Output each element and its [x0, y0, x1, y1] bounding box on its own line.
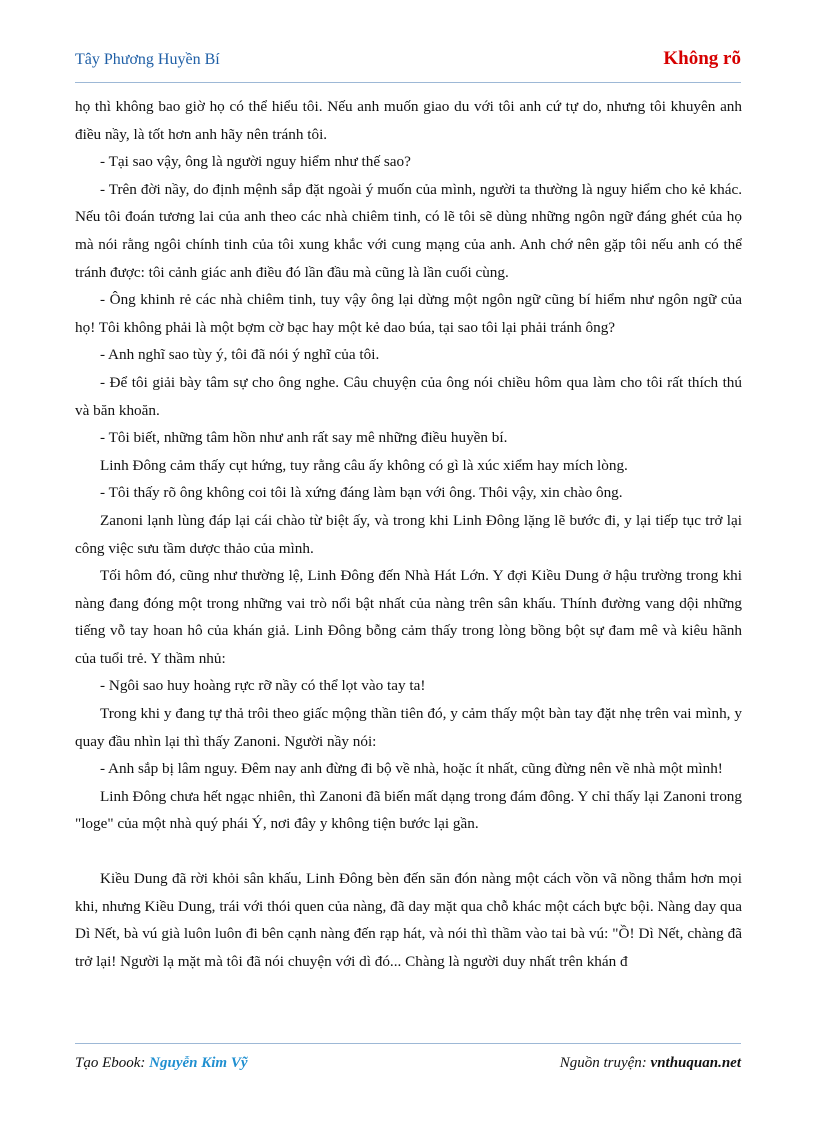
paragraph: - Ngôi sao huy hoàng rực rỡ nầy có thể lọt vào tay ta! [100, 677, 426, 695]
paragraph: - Tại sao vậy, ông là người nguy hiểm như thế sao? [100, 153, 411, 171]
ebook-creator-name: Nguyễn Kim Vỹ [149, 1055, 248, 1071]
source-label: Nguồn truyện [559, 1055, 642, 1071]
paragraph: - Trên đời nầy, do định mệnh sắp đặt ngoài ý muốn của mình, người ta thường là nguy hiểm cho kẻ khác. Nếu tôi đoán tương lai của anh theo các nhà chiêm tinh, có lẽ tôi sẽ dùng những ngôn ngữ đáng ghét của họ mà nói rằng ngôi chính tinh của tôi xung khắc với cung mạng của anh. Anh chớ nên gặp tôi nếu anh có thể tránh được: tôi cảnh giác anh điều đó lần đầu mà cũng là lần cuối cùng. [75, 180, 742, 281]
paragraph: - Anh sắp bị lâm nguy. Đêm nay anh đừng đi bộ về nhà, hoặc ít nhất, cũng đừng nên về nhà một mình! [100, 760, 723, 778]
paragraph: Zanoni lạnh lùng đáp lại cái chào từ biệt ấy, và trong khi Linh Đông lặng lẽ bước đi, y lại tiếp tục trở lại công việc sưu tầm dược thảo của mình. [75, 511, 742, 557]
source-credit: Nguồn truyện: vnthuquan.net [559, 1055, 741, 1071]
paragraph: - Ông khinh rẻ các nhà chiêm tinh, tuy vậy ông lại dừng một ngôn ngữ cũng bí hiểm như ngôn ngữ của họ! Tôi không phải là một bợm cờ bạc hay một kẻ dao búa, tại sao tôi lại phải tránh ông? [75, 291, 742, 336]
author-name: Không rõ [663, 48, 741, 69]
paragraph: Linh Đông cảm thấy cụt hứng, tuy rằng câu ấy không có gì là xúc xiểm hay mích lòng. [100, 456, 628, 474]
paragraph: Tối hôm đó, cũng như thường lệ, Linh Đông đến Nhà Hát Lớn. Y đợi Kiều Dung ở hậu trường trong khi nàng đang đóng một trong những vai trò nổi bật nhất của nàng trên sân khấu. Thính đường vang dội những tiếng vỗ tay hoan hô của khán giả. Linh Đông bỗng cảm thấy trong lòng bồng bột sự đam mê và kiêu hãnh của tuổi trẻ. Y thầm nhủ: [75, 567, 742, 667]
paragraph: - Để tôi giải bày tâm sự cho ông nghe. Câu chuyện của ông nói chiều hôm qua làm cho tôi rất thích thú và băn khoăn. [75, 373, 742, 419]
page-header [75, 48, 741, 76]
paragraph: họ thì không bao giờ họ có thể hiểu tôi. Nếu anh muốn giao du với tôi anh cứ tự do, nhưng tôi khuyên anh điều nầy, là tốt hơn anh hãy nên tránh tôi. [75, 98, 742, 143]
page-footer [75, 1055, 741, 1072]
source-site: vnthuquan.net [650, 1055, 741, 1071]
header-divider [75, 82, 741, 83]
paragraph: - Tôi thấy rõ ông không coi tôi là xứng đáng làm bạn với ông. Thôi vậy, xin chào ông. [100, 484, 623, 502]
paragraph: - Tôi biết, những tâm hồn như anh rất say mê những điều huyền bí. [100, 429, 508, 447]
paragraph: Linh Đông chưa hết ngạc nhiên, thì Zanoni đã biến mất dạng trong đám đông. Y chỉ thấy lại Zanoni trong "loge" của một nhà quý phái Ý, nơi đây y không tiện bước lại gần. [75, 787, 742, 833]
ebook-credit: Tạo Ebook: Nguyễn Kim Vỹ [75, 1055, 248, 1071]
footer-divider [75, 1043, 741, 1044]
paragraph: Kiều Dung đã rời khỏi sân khấu, Linh Đông bèn đến săn đón nàng một cách vồn vã nồng thắm hơn mọi khi, nhưng Kiều Dung, trái với thói quen của nàng, đã day mặt qua chỗ khác một cách bực bội. Nàng day qua Dì Nết, bà vú già luôn luôn đi bên cạnh nàng đến rạp hát, và nói thì thầm vào tai bà vú: "Ồ! Dì Nết, chàng đã trở lại! Người lạ mặt mà tôi đã nói chuyện với dì đó... Chàng là người duy nhất trên khán đ [75, 870, 742, 970]
page-body [75, 93, 742, 975]
paragraph: Trong khi y đang tự thả trôi theo giấc mộng thần tiên đó, y cảm thấy một bàn tay đặt nhẹ trên vai mình, y quay đầu nhìn lại thì thấy Zanoni. Người nầy nói: [75, 705, 742, 750]
book-title: Tây Phương Huyền Bí [75, 51, 220, 68]
paragraph: - Anh nghĩ sao tùy ý, tôi đã nói ý nghĩ của tôi. [100, 346, 380, 364]
ebook-label: Tạo Ebook [75, 1055, 141, 1071]
